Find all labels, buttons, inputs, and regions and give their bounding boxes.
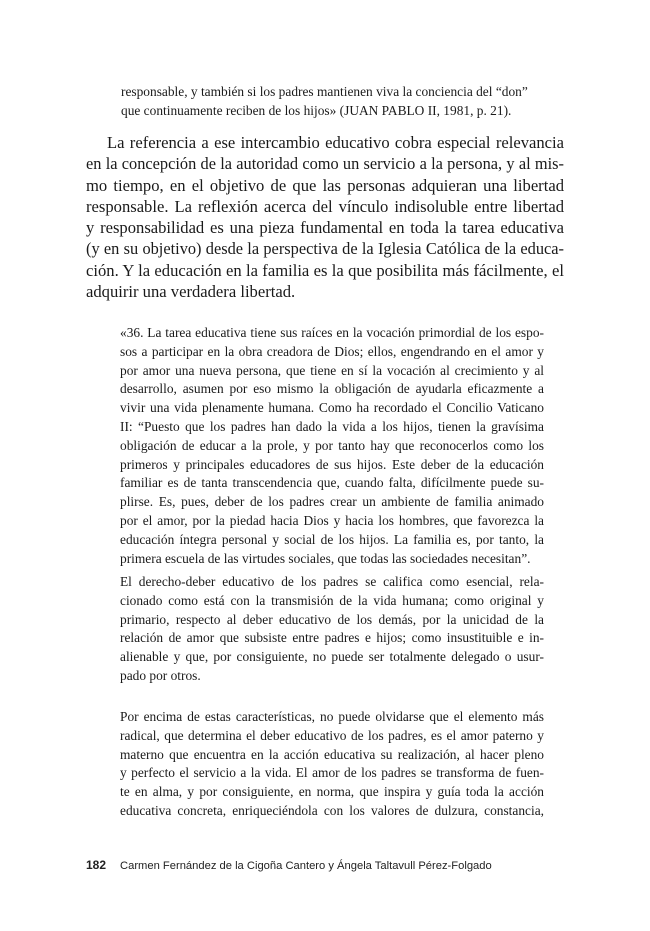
top-quote-line: que continuamente reciben de los hijos» (JUAN PABLO II, 1981, p. 21). [121, 103, 512, 118]
quote-line: «36. La tarea educativa tiene sus raíces en la vocación primordial de los espo- [120, 325, 544, 340]
quote-line: primera escuela de las virtudes sociales, que todas las sociedades necesitan”. [120, 550, 531, 566]
quote-line: familiar es de tanta transcendencia que, cuando falta, difícilmente puede su- [120, 475, 544, 491]
quote-line: primeros y principales educadores de sus hijos. Este deber de la educación [120, 456, 544, 472]
footer-authors: Carmen Fernández de la Cigoña Cantero y Ángela Taltavull Pérez-Folgado [120, 860, 492, 872]
body-line: La referencia a ese intercambio educativo cobra especial relevancia [107, 133, 564, 152]
body-line: (y en su objetivo) desde la perspectiva de la Iglesia Católica de la educa- [86, 239, 564, 259]
block-quote-2 [120, 573, 544, 686]
body-line: responsable. La reflexión acerca del vínculo indisoluble entre libertad [86, 196, 564, 216]
body-line: mo tiempo, en el objetivo de que las personas adquieran una libertad [86, 175, 564, 195]
quote-line: Por encima de estas características, no puede olvidarse que el elemento más [120, 709, 544, 724]
quote-line: materno que encuentra en la acción educativa su realización, al hacer pleno [120, 746, 544, 762]
quote-line: por amor una nueva persona, que tiene en sí la vocación al crecimiento y al [120, 362, 544, 378]
quote-line: te en alma, y por consiguiente, en norma, que inspira y guía toda la acción [120, 784, 544, 800]
quote-line: obligación de educar a la prole, y por tanto hay que reconocerlos como los [120, 437, 544, 453]
body-line: ción. Y la educación en la familia es la que posibilita más fácilmente, el [86, 260, 564, 280]
page-number: 182 [86, 858, 107, 872]
quote-line: primario, respecto al deber educativo de los demás, por la unicidad de la [120, 611, 544, 627]
quote-line: cionado como está con la transmisión de la vida humana; como original y [120, 592, 544, 608]
body-line: y responsabilidad es una pieza fundamental en toda la tarea educativa [86, 218, 564, 238]
quote-line: pado por otros. [120, 667, 201, 683]
quote-line: plirse. Es, pues, deber de los padres crear un ambiente de familia animado [120, 494, 544, 510]
page-footer [86, 858, 492, 872]
quote-line: II: “Puesto que los padres han dado la vida a los hijos, tienen la gravísima [120, 418, 544, 434]
quote-line: El derecho-deber educativo de los padres se califica como esencial, rela- [120, 574, 544, 589]
top-quote [121, 82, 541, 120]
block-quote-3 [120, 708, 544, 821]
quote-line: educativa concreta, enriqueciéndola con los valores de dulzura, constancia, [120, 802, 544, 818]
quote-line: alienable y que, por consiguiente, no puede ser totalmente delegado o usur- [120, 649, 544, 665]
quote-line: relación de amor que subsiste entre padres e hijos; como insustituible e in- [120, 630, 544, 646]
quote-line: vivir una vida plenamente humana. Como ha recordado el Concilio Vaticano [120, 400, 544, 416]
quote-line: sos a participar en la obra creadora de Dios; ellos, engendrando en el amor y [120, 343, 544, 359]
body-paragraph [86, 132, 564, 302]
body-line: adquirir una verdadera libertad. [86, 282, 296, 302]
quote-line: por el amor, por la piedad hacia Dios y hacia los hombres, que favorezca la [120, 512, 544, 528]
quote-line: desarrollo, asumen por eso mismo la obligación de ayudarla eficazmente a [120, 381, 544, 397]
top-quote-line: responsable, y también si los padres mantienen viva la conciencia del “don” [121, 84, 528, 99]
quote-line: educación íntegra personal y social de los hijos. La familia es, por tanto, la [120, 531, 544, 547]
body-line: en la concepción de la autoridad como un servicio a la persona, y al mis- [86, 154, 564, 174]
quote-line: y perfecto el servicio a la vida. El amor de los padres se transforma de fuen- [120, 765, 544, 781]
quote-line: radical, que determina el deber educativo de los padres, es el amor paterno y [120, 727, 544, 743]
block-quote-1 [120, 324, 544, 568]
